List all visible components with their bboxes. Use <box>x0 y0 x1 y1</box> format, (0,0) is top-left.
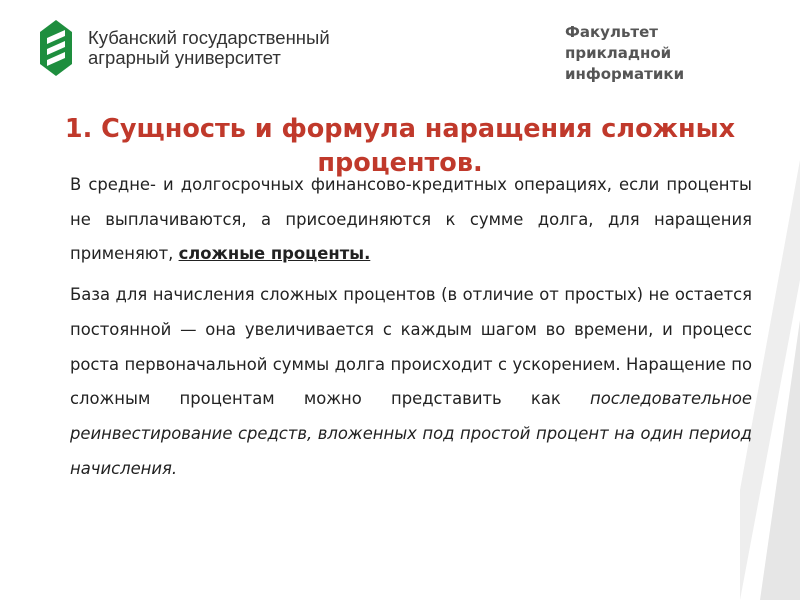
paragraph-1 <box>70 168 752 272</box>
slide-header <box>0 0 800 100</box>
university-name-line1: Кубанский государственный <box>88 27 330 48</box>
key-term: сложные проценты. <box>178 244 371 264</box>
paragraph-2-text: База для начисления сложных процентов (в отличие от простых) не остается постоянной — она увеличивается с каждым шагом во времени, и процесс роста первоначальной суммы долга происходит с ускорением. Наращение по сложным процентам можно представить как <box>70 285 752 409</box>
paragraph-1-text: В средне- и долгосрочных финансово-кредитных операциях, если проценты не выплачиваются, а присоединяются к сумме долга, для наращения применяют, <box>70 175 752 264</box>
university-name <box>88 28 330 68</box>
university-name-line2: аграрный университет <box>88 47 281 68</box>
faculty-line1: Факультет <box>565 23 658 41</box>
paragraph-2 <box>70 278 752 486</box>
university-logo-icon <box>38 18 74 78</box>
slide-title: 1. Сущность и формула наращения сложных процентов. <box>64 114 736 178</box>
paragraph-2-emphasis: последовательное реинвестирование средств, вложенных под простой процент на один период начисления. <box>70 389 752 478</box>
faculty-line2: прикладной <box>565 44 672 62</box>
faculty-line3: информатики <box>565 65 685 83</box>
faculty-name <box>565 22 765 85</box>
slide-body <box>70 168 752 492</box>
